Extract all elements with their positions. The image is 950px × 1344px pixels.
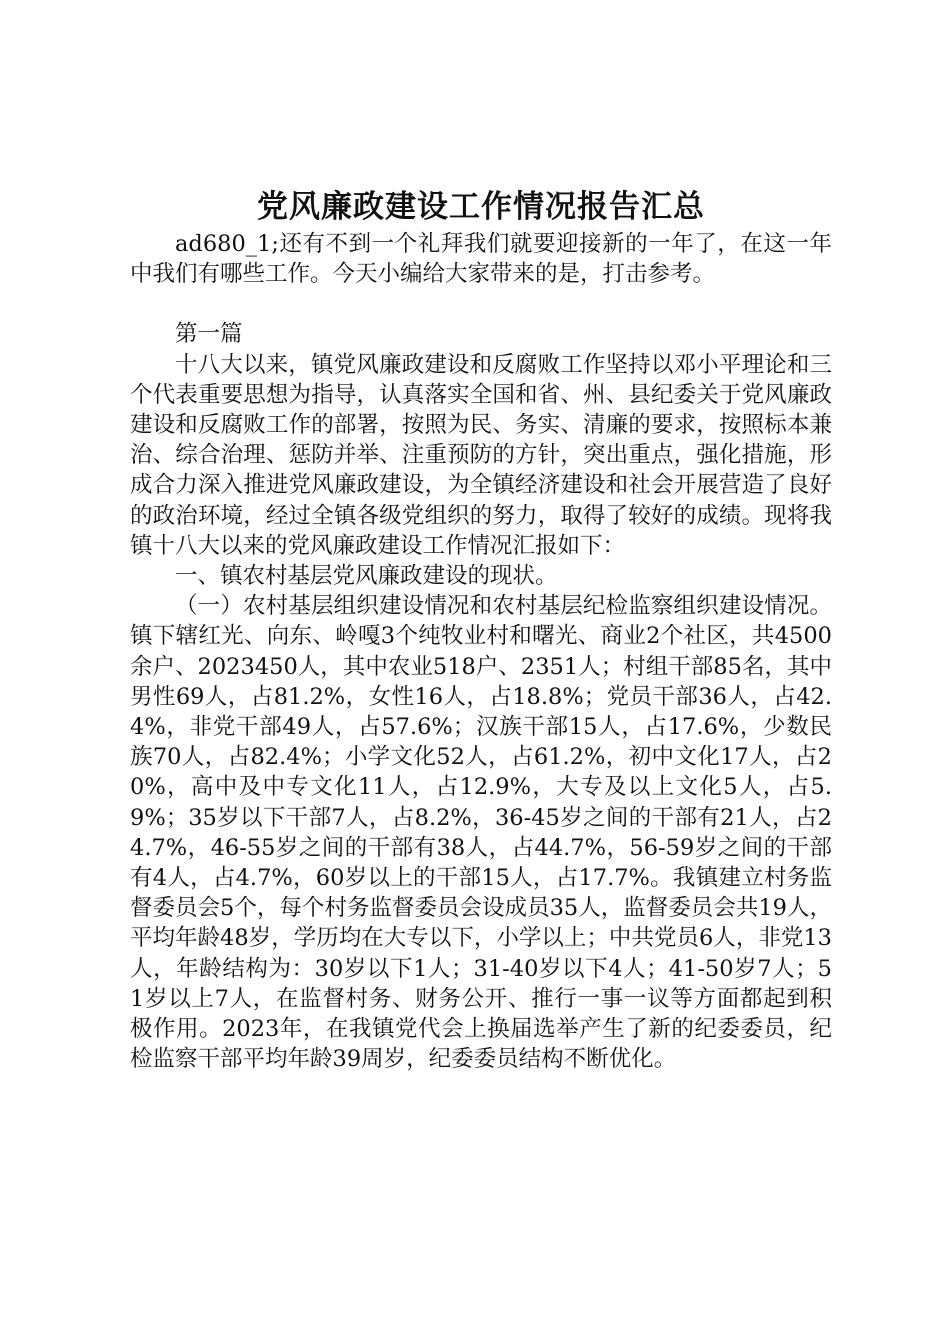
document-title: 党风廉政建设工作情况报告汇总 bbox=[257, 189, 705, 225]
section-heading-1: 一、镇农村基层党风廉政建设的现状。 bbox=[175, 563, 558, 590]
spacer bbox=[130, 289, 832, 319]
body-paragraph-2: （一）农村基层组织建设情况和农村基层纪检监察组织建设情况。镇下辖红光、向东、岭嘎3个纯牧业村和曙光、商业2个社区，共4500余户、2023450人，其中农业518户、2351人；村组干部85名，其中男性69人，占81.2%，女性16人，占18.8%；党员干部36人，占42.4%，非党干部49人，占57.6%；汉族干部15人，占17.6%，少数民族70人，占82.4%；小学文化52人，占61.2%，初中文化17人，占20%，高中及中专文化11人，占12.9%，大专及以上文化5人，占5.9%；35岁以下干部7人，占8.2%，36-45岁之间的干部有21人，占24.7%，46-55岁之间的干部有38人，占44.7%，56-59岁之间的干部有4人，占4.7%，60岁以上的干部15人，占17.7%。我镇建立村务监督委员会5个，每个村务监督委员会设成员35人，监督委员会共19人，平均年龄48岁，学历均在大专以下，小学以上；中共党员6人，非党13人，年龄结构为：30岁以下1人；31-40岁以下4人；41-50岁7人；51岁以上7人，在监督村务、财务公开、推行一事一议等方面都起到积极作用。2023年，在我镇党代会上换届选举产生了新的纪委委员，纪检监察干部平均年龄39周岁，纪委委员结构不断优化。 bbox=[130, 593, 832, 1073]
document-page bbox=[130, 185, 832, 1074]
body-paragraph-1: 十八大以来，镇党风廉政建设和反腐败工作坚持以邓小平理论和三个代表重要思想为指导，认真落实全国和省、州、县纪委关于党风廉政建设和反腐败工作的部署，按照为民、务实、清廉的要求，按照标本兼治、综合治理、惩防并举、注重预防的方针，突出重点，强化措施，形成合力深入推进党风廉政建设，为全镇经济建设和社会开展营造了良好的政治环境，经过全镇各级党组织的努力，取得了较好的成绩。现将我镇十八大以来的党风廉政建设工作情况汇报如下： bbox=[130, 351, 832, 559]
section-label: 第一篇 bbox=[175, 321, 243, 348]
intro-paragraph: ad680_1;还有不到一个礼拜我们就要迎接新的一年了，在这一年中我们有哪些工作。今天小编给大家带来的是，打击参考。 bbox=[130, 231, 832, 288]
